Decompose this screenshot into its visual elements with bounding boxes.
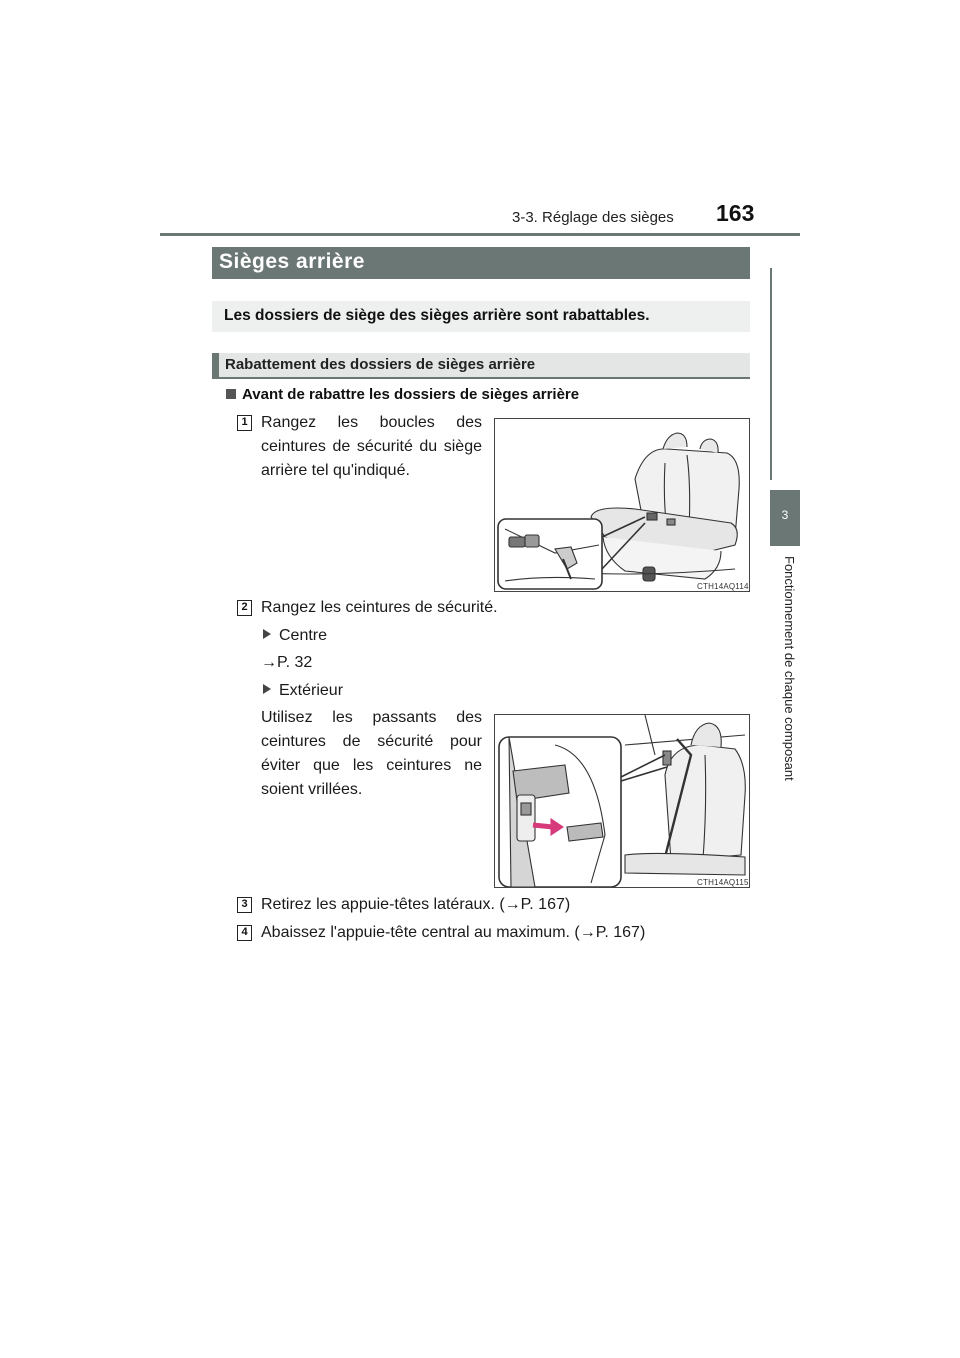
figure-code-1: CTH14AQ114 — [697, 582, 749, 591]
step-4-text: Abaissez l'appuie-tête central au maximum. (→P. 167) — [261, 924, 646, 941]
section-header: 3-3. Réglage des sièges — [512, 209, 674, 226]
bullet-heading-text: Avant de rabattre les dossiers de sièges arrière — [242, 386, 580, 403]
step-1-text: Rangez les boucles des ceintures de sécurité du siège arrière tel qu'indiqué. — [261, 414, 482, 479]
step-2-text: Rangez les ceintures de sécurité. — [261, 599, 498, 616]
rear-seat-illustration — [495, 419, 750, 592]
intro-box — [212, 301, 750, 332]
side-divider — [770, 268, 800, 480]
square-bullet-icon — [226, 389, 236, 399]
triangle-bullet-icon — [263, 684, 271, 694]
bullet-heading — [226, 386, 579, 403]
step-3-text: Retirez les appuie-têtes latéraux. (→P. 167) — [261, 896, 571, 913]
chapter-number: 3 — [781, 508, 789, 522]
item-center — [263, 627, 327, 645]
outer-instructions: Utilisez les passants des ceintures de sécurité pour éviter que les ceintures ne soient vrillées. — [261, 709, 482, 798]
figure-code-2: CTH14AQ115 — [697, 878, 749, 887]
chapter-tab — [770, 490, 800, 546]
step-number-3: 3 — [237, 897, 252, 913]
item-outer-label: Extérieur — [279, 682, 344, 699]
title-bar — [212, 247, 750, 279]
intro-text: Les dossiers de siège des sièges arrière sont rabattables. — [224, 307, 650, 324]
step-number-1: 1 — [237, 415, 252, 431]
item-center-label: Centre — [279, 627, 328, 644]
page-number: 163 — [716, 200, 755, 226]
step-number-2: 2 — [237, 600, 252, 616]
step-number-4: 4 — [237, 925, 252, 941]
triangle-bullet-icon — [263, 629, 271, 639]
figure-belt-guides — [494, 714, 750, 888]
subsection-title: Rabattement des dossiers de sièges arrière — [225, 356, 536, 373]
center-reference: →P. 32 — [261, 654, 313, 671]
chapter-label: Fonctionnement de chaque composant — [782, 556, 797, 781]
page-title: Sièges arrière — [219, 250, 365, 273]
subsection-bar — [212, 353, 750, 379]
figure-seat-buckles — [494, 418, 750, 592]
header-divider — [160, 233, 800, 236]
item-outer — [263, 682, 343, 700]
belt-guide-illustration — [495, 715, 750, 888]
